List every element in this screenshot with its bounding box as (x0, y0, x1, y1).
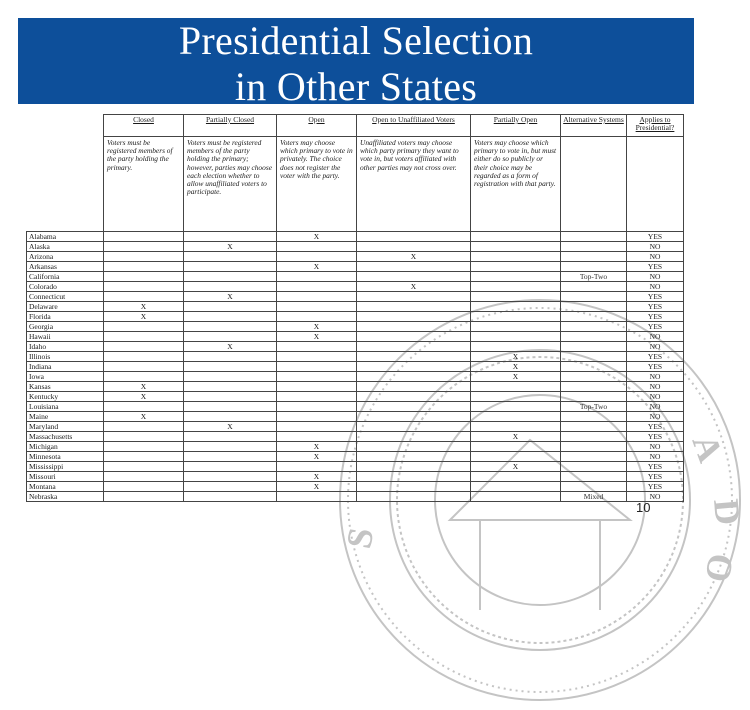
alternative-system (561, 442, 627, 452)
title-line-1: Presidential Selection (178, 18, 534, 63)
selection-mark: X (277, 332, 357, 342)
table-row (27, 242, 684, 252)
empty-cell (471, 282, 561, 292)
empty-cell (184, 262, 277, 272)
empty-cell (277, 292, 357, 302)
state-name: Georgia (27, 322, 104, 332)
empty-cell (357, 362, 471, 372)
alternative-system (561, 352, 627, 362)
table-row (27, 492, 684, 502)
state-name: Connecticut (27, 292, 104, 302)
table-row (27, 302, 684, 312)
applies-to-presidential: YES (627, 292, 684, 302)
empty-cell (104, 352, 184, 362)
empty-cell (104, 362, 184, 372)
applies-to-presidential: YES (627, 362, 684, 372)
selection-mark: X (184, 342, 277, 352)
selection-mark: X (184, 292, 277, 302)
column-description: Voters may choose which primary to vote in privately. The choice does not register the voter with the party. (277, 137, 357, 232)
column-header: Open to Unaffiliated Voters (357, 115, 471, 137)
applies-to-presidential: NO (627, 452, 684, 462)
selection-mark: X (357, 252, 471, 262)
empty-cell (184, 282, 277, 292)
selection-mark: X (471, 432, 561, 442)
selection-mark: X (277, 262, 357, 272)
column-description (561, 137, 627, 232)
primary-systems-table (26, 114, 684, 502)
state-name: Mississippi (27, 462, 104, 472)
state-name: Montana (27, 482, 104, 492)
empty-cell (184, 452, 277, 462)
empty-cell (471, 442, 561, 452)
empty-cell (184, 272, 277, 282)
empty-cell (277, 302, 357, 312)
table-row (27, 472, 684, 482)
alternative-system: Mixed (561, 492, 627, 502)
table-row (27, 262, 684, 272)
empty-cell (357, 392, 471, 402)
alternative-system (561, 392, 627, 402)
column-description: Voters must be registered members of the party holding the primary; however, parties may choose each election whether to allow unaffiliated voters to participate. (184, 137, 277, 232)
empty-cell (104, 462, 184, 472)
empty-cell (184, 472, 277, 482)
alternative-system (561, 332, 627, 342)
empty-cell (357, 432, 471, 442)
applies-to-presidential: NO (627, 492, 684, 502)
empty-cell (357, 302, 471, 312)
state-name: Alaska (27, 242, 104, 252)
applies-to-presidential: NO (627, 392, 684, 402)
empty-cell (184, 482, 277, 492)
alternative-system (561, 322, 627, 332)
empty-cell (277, 492, 357, 502)
alternative-system (561, 462, 627, 472)
empty-cell (104, 442, 184, 452)
empty-cell (104, 432, 184, 442)
selection-mark: X (104, 412, 184, 422)
svg-text:A: A (684, 429, 731, 468)
state-name: Kansas (27, 382, 104, 392)
state-name: Arizona (27, 252, 104, 262)
alternative-system (561, 472, 627, 482)
alternative-system (561, 452, 627, 462)
empty-cell (277, 422, 357, 432)
applies-to-presidential: NO (627, 282, 684, 292)
selection-mark: X (184, 242, 277, 252)
applies-to-presidential: YES (627, 422, 684, 432)
empty-cell (357, 462, 471, 472)
empty-cell (184, 462, 277, 472)
applies-to-presidential: NO (627, 402, 684, 412)
empty-cell (357, 442, 471, 452)
empty-cell (357, 272, 471, 282)
empty-cell (357, 342, 471, 352)
empty-cell (471, 402, 561, 412)
selection-mark: X (277, 452, 357, 462)
applies-to-presidential: NO (627, 382, 684, 392)
empty-cell (277, 312, 357, 322)
empty-cell (184, 252, 277, 262)
applies-to-presidential: NO (627, 342, 684, 352)
selection-mark: X (104, 392, 184, 402)
table-row (27, 322, 684, 332)
empty-cell (471, 412, 561, 422)
applies-to-presidential: YES (627, 462, 684, 472)
alternative-system (561, 262, 627, 272)
table-row (27, 432, 684, 442)
empty-cell (184, 492, 277, 502)
table-row (27, 252, 684, 262)
selection-mark: X (277, 322, 357, 332)
applies-to-presidential: NO (627, 332, 684, 342)
alternative-system (561, 252, 627, 262)
alternative-system (561, 232, 627, 242)
empty-cell (357, 292, 471, 302)
state-name: Colorado (27, 282, 104, 292)
empty-cell (277, 352, 357, 362)
empty-cell (471, 272, 561, 282)
empty-cell (357, 492, 471, 502)
empty-cell (277, 462, 357, 472)
empty-cell (184, 302, 277, 312)
applies-to-presidential: YES (627, 322, 684, 332)
empty-cell (357, 322, 471, 332)
empty-cell (277, 342, 357, 352)
applies-to-presidential: YES (627, 312, 684, 322)
table-row (27, 232, 684, 242)
state-name: Minnesota (27, 452, 104, 462)
applies-to-presidential: YES (627, 472, 684, 482)
empty-cell (184, 382, 277, 392)
empty-cell (104, 292, 184, 302)
empty-cell (357, 482, 471, 492)
selection-mark: X (277, 472, 357, 482)
empty-cell (104, 252, 184, 262)
applies-to-presidential: YES (627, 262, 684, 272)
table-row (27, 452, 684, 462)
selection-mark: X (471, 372, 561, 382)
empty-cell (104, 322, 184, 332)
empty-cell (471, 332, 561, 342)
applies-to-presidential: YES (627, 482, 684, 492)
selection-mark: X (277, 232, 357, 242)
empty-cell (357, 332, 471, 342)
state-name: Maryland (27, 422, 104, 432)
table-row (27, 392, 684, 402)
column-header: Closed (104, 115, 184, 137)
table-row (27, 412, 684, 422)
alternative-system (561, 242, 627, 252)
empty-cell (471, 302, 561, 312)
state-name: Alabama (27, 232, 104, 242)
empty-cell (104, 492, 184, 502)
empty-cell (357, 402, 471, 412)
empty-cell (357, 382, 471, 392)
empty-cell (357, 472, 471, 482)
empty-cell (184, 392, 277, 402)
alternative-system (561, 302, 627, 312)
empty-cell (184, 372, 277, 382)
selection-mark: X (104, 302, 184, 312)
column-description: Voters may choose which primary to vote in, but must either do so publicly or their choice may be regarded as a form of registration with that party. (471, 137, 561, 232)
title-banner (18, 18, 694, 109)
empty-cell (104, 332, 184, 342)
empty-cell (357, 352, 471, 362)
selection-mark: X (104, 312, 184, 322)
alternative-system (561, 382, 627, 392)
empty-cell (104, 242, 184, 252)
state-name: Hawaii (27, 332, 104, 342)
page-number: 10 (636, 500, 651, 515)
empty-cell (184, 322, 277, 332)
state-name: Idaho (27, 342, 104, 352)
empty-cell (277, 282, 357, 292)
applies-to-presidential: NO (627, 412, 684, 422)
empty-cell (357, 372, 471, 382)
table-row (27, 342, 684, 352)
column-description (627, 137, 684, 232)
applies-to-presidential: YES (627, 432, 684, 442)
empty-cell (471, 292, 561, 302)
applies-to-presidential: NO (627, 372, 684, 382)
empty-cell (184, 332, 277, 342)
empty-cell (357, 412, 471, 422)
empty-cell (471, 452, 561, 462)
empty-cell (184, 362, 277, 372)
state-name: Florida (27, 312, 104, 322)
empty-cell (277, 252, 357, 262)
alternative-system (561, 342, 627, 352)
svg-text:S: S (338, 524, 382, 552)
empty-cell (184, 232, 277, 242)
applies-to-presidential: NO (627, 252, 684, 262)
empty-cell (277, 402, 357, 412)
alternative-system (561, 362, 627, 372)
column-description: Voters must be registered members of the party holding the primary. (104, 137, 184, 232)
empty-cell (104, 452, 184, 462)
table-corner (27, 115, 104, 232)
state-name: Missouri (27, 472, 104, 482)
applies-to-presidential: YES (627, 302, 684, 312)
state-name: Maine (27, 412, 104, 422)
empty-cell (277, 382, 357, 392)
selection-mark: X (277, 442, 357, 452)
state-name: Indiana (27, 362, 104, 372)
state-name: Louisiana (27, 402, 104, 412)
empty-cell (104, 372, 184, 382)
alternative-system (561, 282, 627, 292)
alternative-system (561, 372, 627, 382)
selection-mark: X (184, 422, 277, 432)
empty-cell (357, 312, 471, 322)
empty-cell (184, 402, 277, 412)
selection-mark: X (471, 352, 561, 362)
empty-cell (184, 312, 277, 322)
empty-cell (104, 282, 184, 292)
table-row (27, 292, 684, 302)
empty-cell (471, 422, 561, 432)
empty-cell (104, 272, 184, 282)
table-row (27, 422, 684, 432)
alternative-system (561, 412, 627, 422)
alternative-system (561, 482, 627, 492)
empty-cell (357, 452, 471, 462)
empty-cell (471, 232, 561, 242)
state-name: Nebraska (27, 492, 104, 502)
state-name: Massachusetts (27, 432, 104, 442)
empty-cell (471, 262, 561, 272)
applies-to-presidential: YES (627, 352, 684, 362)
table-row (27, 312, 684, 322)
empty-cell (277, 372, 357, 382)
table-row (27, 482, 684, 492)
column-header: Applies to Presidential? (627, 115, 684, 137)
empty-cell (471, 492, 561, 502)
applies-to-presidential: NO (627, 242, 684, 252)
title-line-2: in Other States (234, 64, 478, 109)
state-name: Iowa (27, 372, 104, 382)
empty-cell (277, 392, 357, 402)
empty-cell (471, 242, 561, 252)
empty-cell (471, 342, 561, 352)
column-header: Alternative Systems (561, 115, 627, 137)
empty-cell (277, 272, 357, 282)
empty-cell (357, 262, 471, 272)
empty-cell (471, 252, 561, 262)
applies-to-presidential: YES (627, 232, 684, 242)
empty-cell (471, 312, 561, 322)
empty-cell (357, 232, 471, 242)
state-name: Illinois (27, 352, 104, 362)
table-row (27, 372, 684, 382)
empty-cell (277, 362, 357, 372)
table-row (27, 462, 684, 472)
table-row (27, 402, 684, 412)
alternative-system: Top-Two (561, 402, 627, 412)
svg-text:D: D (706, 497, 749, 527)
alternative-system (561, 292, 627, 302)
selection-mark: X (471, 362, 561, 372)
empty-cell (277, 412, 357, 422)
column-description: Unaffiliated voters may choose which party primary they want to vote in, but voters affiliated with other parties may not cross over. (357, 137, 471, 232)
column-header: Open (277, 115, 357, 137)
empty-cell (104, 402, 184, 412)
table-row (27, 282, 684, 292)
empty-cell (357, 422, 471, 432)
empty-cell (184, 352, 277, 362)
applies-to-presidential: NO (627, 442, 684, 452)
state-name: Michigan (27, 442, 104, 452)
table-row (27, 352, 684, 362)
table-row (27, 332, 684, 342)
alternative-system (561, 432, 627, 442)
table-row (27, 442, 684, 452)
column-header: Partially Open (471, 115, 561, 137)
selection-mark: X (277, 482, 357, 492)
empty-cell (471, 382, 561, 392)
empty-cell (184, 432, 277, 442)
state-name: Kentucky (27, 392, 104, 402)
alternative-system (561, 422, 627, 432)
state-name: Arkansas (27, 262, 104, 272)
empty-cell (471, 392, 561, 402)
table-row (27, 272, 684, 282)
empty-cell (277, 242, 357, 252)
empty-cell (471, 472, 561, 482)
selection-mark: X (357, 282, 471, 292)
empty-cell (104, 482, 184, 492)
empty-cell (277, 432, 357, 442)
empty-cell (184, 412, 277, 422)
state-name: California (27, 272, 104, 282)
alternative-system: Top-Two (561, 272, 627, 282)
selection-mark: X (471, 462, 561, 472)
selection-mark: X (104, 382, 184, 392)
table-row (27, 362, 684, 372)
state-name: Delaware (27, 302, 104, 312)
empty-cell (104, 262, 184, 272)
empty-cell (471, 322, 561, 332)
empty-cell (357, 242, 471, 252)
empty-cell (471, 482, 561, 492)
alternative-system (561, 312, 627, 322)
column-header: Partially Closed (184, 115, 277, 137)
svg-text:O: O (697, 550, 742, 586)
empty-cell (184, 442, 277, 452)
empty-cell (104, 232, 184, 242)
table-row (27, 382, 684, 392)
empty-cell (104, 422, 184, 432)
empty-cell (104, 472, 184, 482)
applies-to-presidential: NO (627, 272, 684, 282)
empty-cell (104, 342, 184, 352)
